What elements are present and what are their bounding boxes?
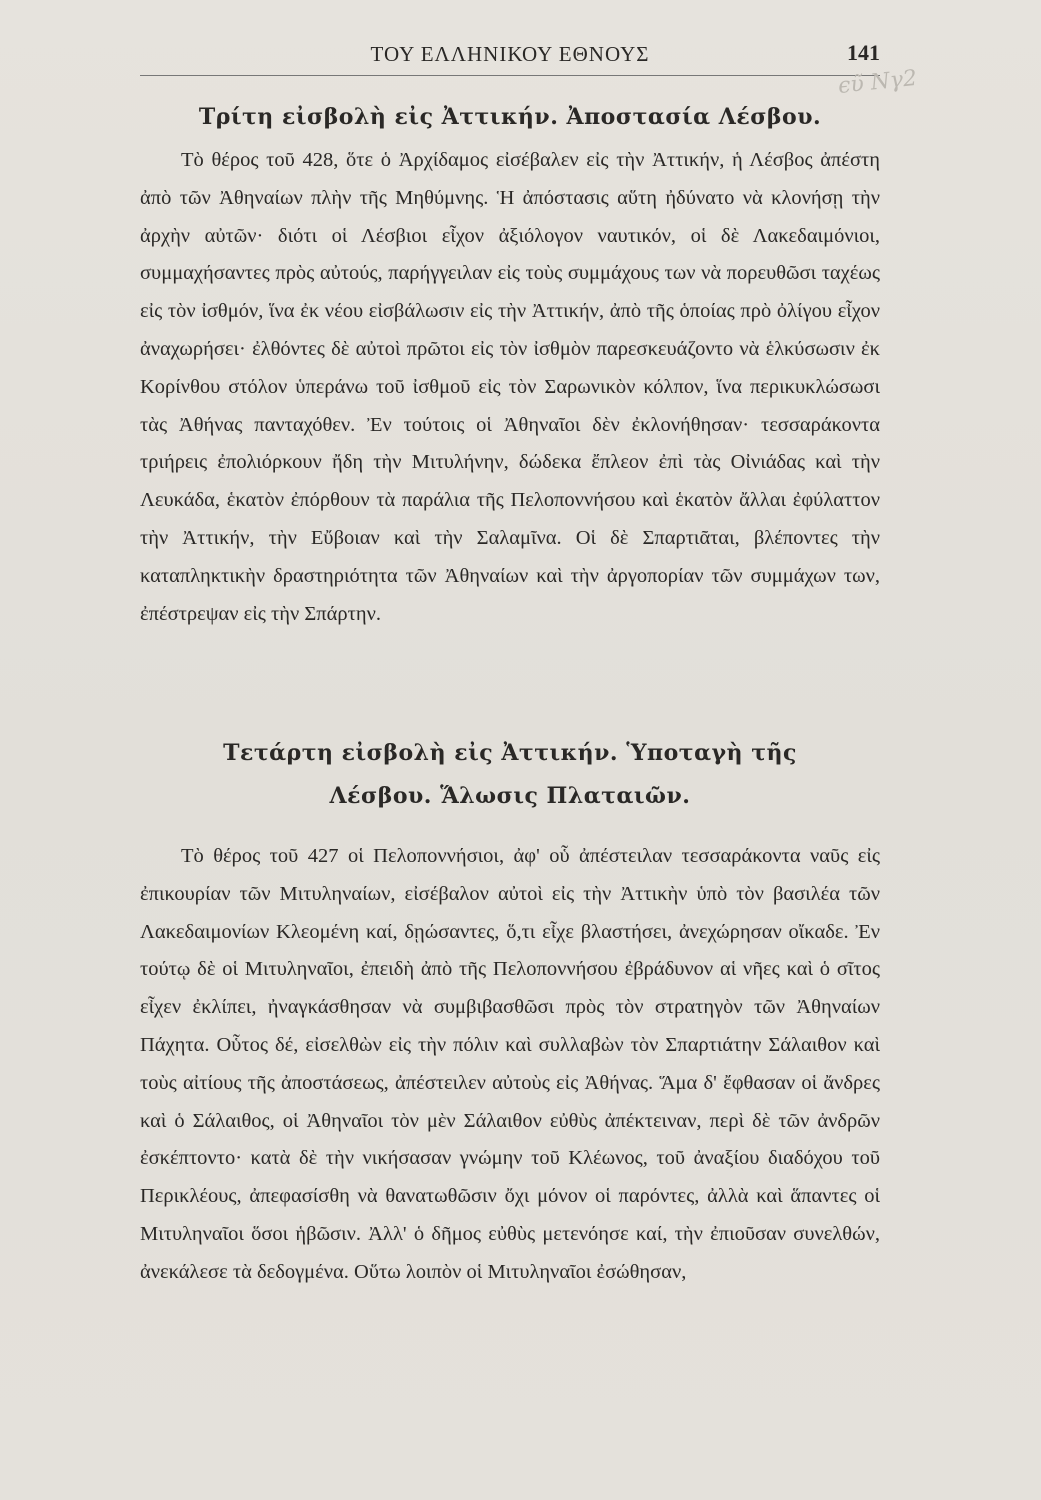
section-fourth-invasion <box>140 732 880 1292</box>
header-rule <box>140 75 880 76</box>
section-heading: Τρίτη εἰσβολὴ εἰς Ἀττικήν. Ἀποστασία Λέσβου. <box>198 104 822 130</box>
margin-pencil-note: ϵυ̃ Νγ2 <box>836 65 919 100</box>
section-third-invasion <box>140 95 880 633</box>
section-heading-line-2: Λέσβου. Ἅλωσις Πλαταιῶν. <box>329 783 691 809</box>
running-head <box>140 40 880 70</box>
running-title: ΤΟΥ ΕΛΛΗΝΙΚΟΥ ΕΘΝΟΥΣ <box>370 42 650 66</box>
section-heading-line-1: Τετάρτη εἰσβολὴ εἰς Ἀττικήν. Ὑποταγὴ τῆς <box>223 740 797 766</box>
section-heading <box>140 732 880 818</box>
section-paragraph: Τὸ θέρος τοῦ 428, ὅτε ὁ Ἀρχίδαμος εἰσέβαλεν εἰς τὴν Ἀττικήν, ἡ Λέσβος ἀπέστη ἀπὸ τῶν Ἀθηναίων πλὴν τῆς Μηθύμνης. Ἡ ἀπόστασις αὕτη ἠδύνατο νὰ κλονήσῃ τὴν ἀρχὴν αὐτῶν· διότι οἱ Λέσβιοι εἶχον ἀξιόλογον ναυτικόν, οἱ δὲ Λακεδαιμόνιοι, συμμαχήσαντες πρὸς αὐτούς, παρήγγειλαν εἰς τοὺς συμμάχους των νὰ πορευθῶσι ταχέως εἰς τὸν ἰσθμόν, ἵνα ἐκ νέου εἰσβάλωσιν εἰς τὴν Ἀττικήν, ἀπὸ τῆς ὁποίας πρὸ ὀλίγου εἶχον ἀναχωρήσει· ἐλθόντες δὲ αὐτοὶ πρῶτοι εἰς τὸν ἰσθμὸν παρεσκευάζοντο νὰ ἑλκύσωσιν ἐκ Κορίνθου στόλον ὑπεράνω τοῦ ἰσθμοῦ εἰς τὸν Σαρωνικὸν κόλπον, ἵνα περικυκλώσωσι τὰς Ἀθήνας πανταχόθεν. Ἐν τούτοις οἱ Ἀθηναῖοι δὲν ἐκλονήθησαν· τεσσαράκοντα τριήρεις ἐπολιόρκουν ἤδη τὴν Μιτυλήνην, δώδεκα ἔπλεον ἐπὶ τὰς Οἰνιάδας καὶ τὴν Λευκάδα, ἑκατὸν ἐπόρθουν τὰ παράλια τῆς Πελοποννήσου καὶ ἑκατὸν ἄλλαι ἐφύλαττον τὴν Ἀττικήν, τὴν Εὔβοιαν καὶ τὴν Σαλαμῖνα. Οἱ δὲ Σπαρτιᾶται, βλέποντες τὴν καταπληκτικὴν δραστηριότητα τῶν Ἀθηναίων καὶ τὴν ἀργοπορίαν τῶν συμμάχων των, ἐπέστρεψαν εἰς τὴν Σπάρτην. <box>140 149 880 625</box>
page-number: 141 <box>847 40 880 65</box>
section-paragraph: Τὸ θέρος τοῦ 427 οἱ Πελοποννήσιοι, ἀφ' οὗ ἀπέστειλαν τεσσαράκοντα ναῦς εἰς ἐπικουρίαν τῶν Μιτυληναίων, εἰσέβαλον αὐτοὶ εἰς τὴν Ἀττικὴν ὑπὸ τὸν βασιλέα τῶν Λακεδαιμονίων Κλεομένη καί, δῃώσαντες, ὅ,τι εἶχε βλαστήσει, ἀνεχώρησαν οἴκαδε. Ἐν τούτῳ δὲ οἱ Μιτυληναῖοι, ἐπειδὴ ἀπὸ τῆς Πελοποννήσου ἐβράδυνον αἱ νῆες καὶ ὁ σῖτος εἶχεν ἐκλίπει, ἠναγκάσθησαν νὰ συμβιβασθῶσι πρὸς τὸν στρατηγὸν τῶν Ἀθηναίων Πάχητα. Οὗτος δέ, εἰσελθὼν εἰς τὴν πόλιν καὶ συλλαβὼν τὸν Σπαρτιάτην Σάλαιθον καὶ τοὺς αἰτίους τῆς ἀποστάσεως, ἀπέστειλεν αὐτοὺς εἰς Ἀθήνας. Ἅμα δ' ἔφθασαν οἱ ἄνδρες καὶ ὁ Σάλαιθος, οἱ Ἀθηναῖοι τὸν μὲν Σάλαιθον εὐθὺς ἀπέκτειναν, περὶ δὲ τῶν ἀνδρῶν ἐσκέπτοντο· κατὰ δὲ τὴν νικήσασαν γνώμην τοῦ Κλέωνος, τοῦ ἀναξίου διαδόχου τοῦ Περικλέους, ἀπεφασίσθη νὰ θανατωθῶσιν ὄχι μόνον οἱ παρόντες, ἀλλὰ καὶ ἅπαντες οἱ Μιτυληναῖοι ὅσοι ἡβῶσιν. Ἀλλ' ὁ δῆμος εὐθὺς μετενόησε καί, τὴν ἐπιοῦσαν συνελθών, ἀνεκάλεσε τὰ δεδογμένα. Οὕτω λοιπὸν οἱ Μιτυληναῖοι ἐσώθησαν, <box>140 845 880 1283</box>
